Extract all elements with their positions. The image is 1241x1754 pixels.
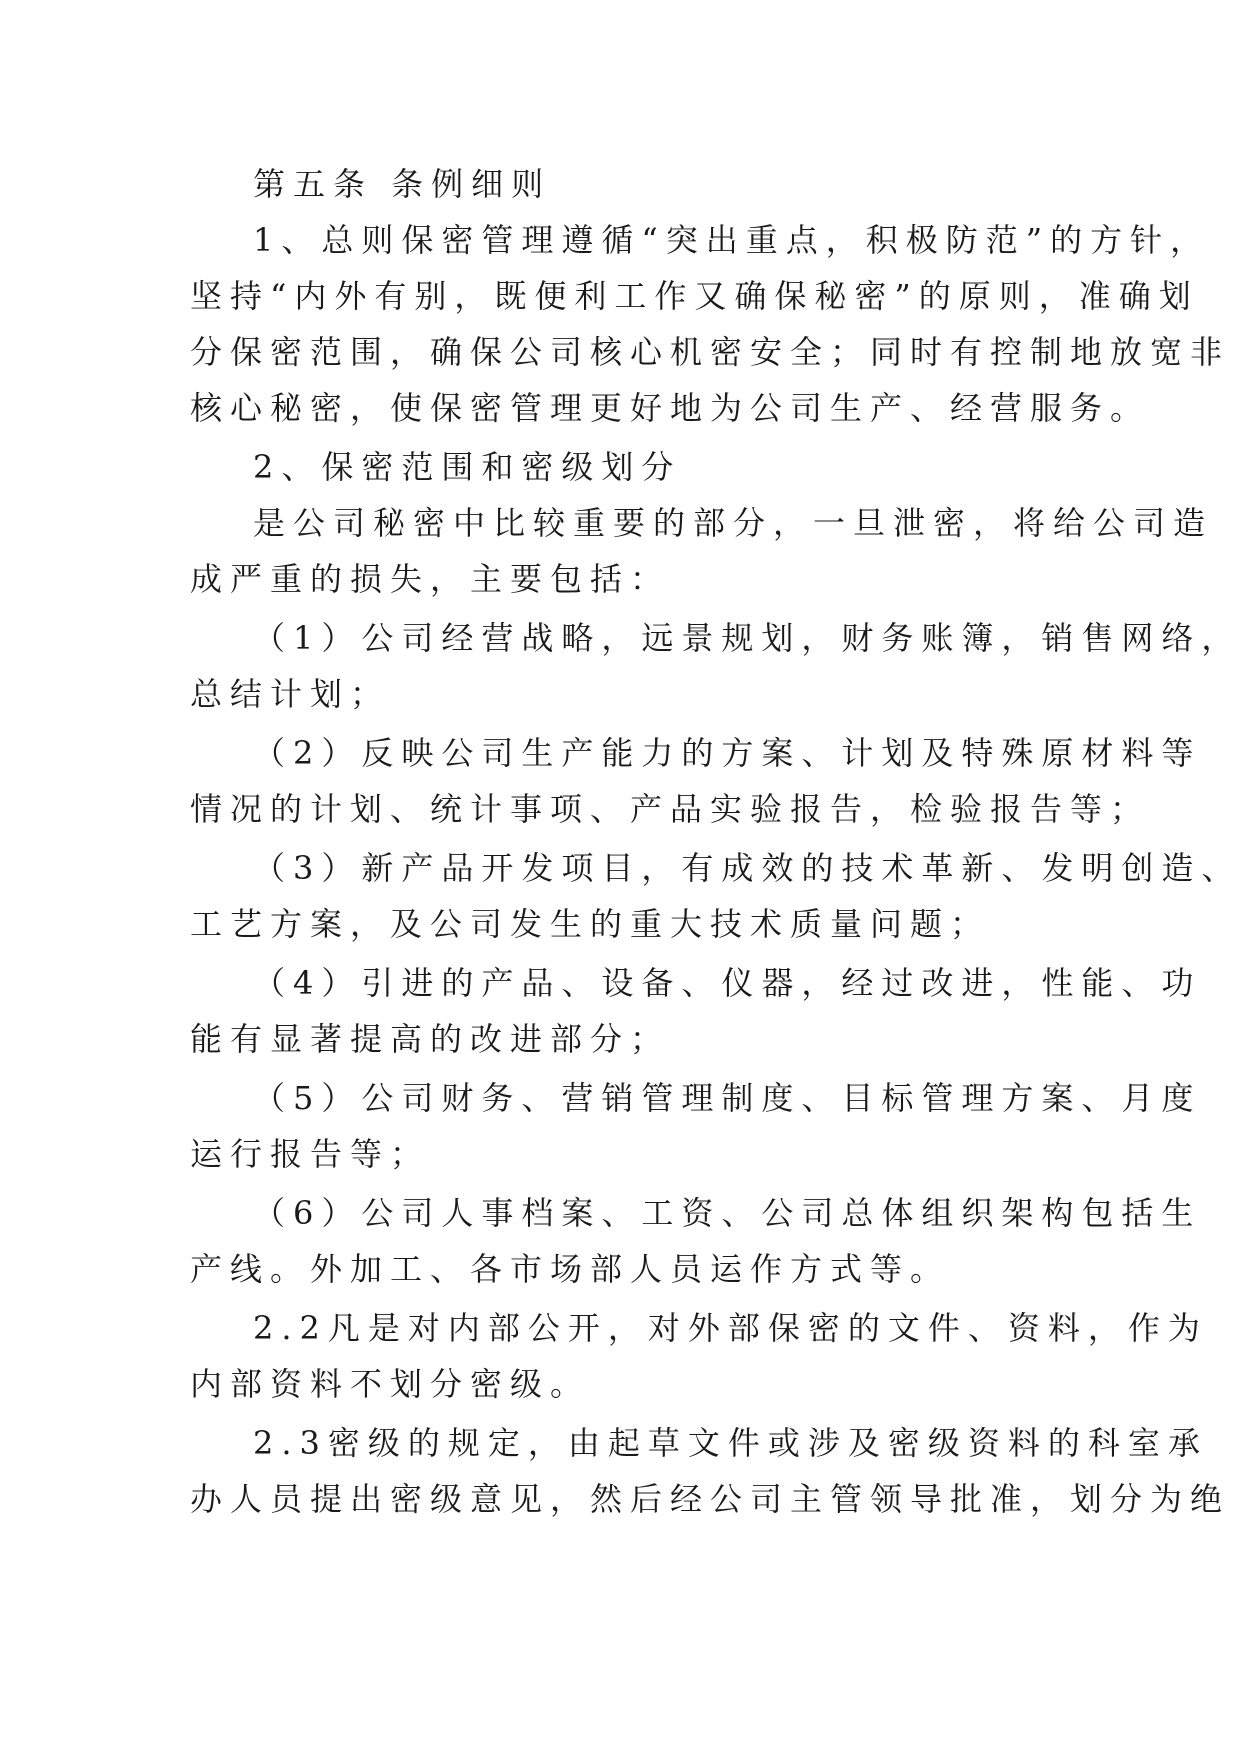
paragraph-line: 成严重的损失，主要包括：: [190, 560, 671, 598]
list-item-line: （5）公司财务、营销管理制度、目标管理方案、月度: [253, 1079, 1202, 1117]
list-item-line: （3）新产品开发项目，有成效的技术革新、发明创造、: [253, 849, 1241, 887]
paragraph-line: 1、总则保密管理遵循“突出重点，积极防范”的方针，: [253, 221, 1211, 259]
list-item-line: 能有显著提高的改进部分；: [190, 1020, 671, 1058]
list-item-line: 工艺方案，及公司发生的重大技术质量问题；: [190, 905, 991, 943]
paragraph-line: 坚持“内外有别，既便利工作又确保秘密”的原则，准确划: [190, 277, 1199, 315]
paragraph-line: 办人员提出密级意见，然后经公司主管领导批准，划分为绝: [190, 1480, 1231, 1518]
list-item-line: （2）反映公司生产能力的方案、计划及特殊原材料等: [253, 734, 1202, 772]
article-heading: 第五条 条例细则: [253, 165, 552, 203]
paragraph-line: 核心秘密，使保密管理更好地为公司生产、经营服务。: [190, 389, 1151, 427]
list-item-line: 情况的计划、统计事项、产品实验报告，检验报告等；: [190, 790, 1151, 828]
paragraph-line: 分保密范围，确保公司核心机密安全；同时有控制地放宽非: [190, 333, 1231, 371]
list-item-line: （6）公司人事档案、工资、公司总体组织架构包括生: [253, 1194, 1202, 1232]
list-item-line: 产线。外加工、各市场部人员运作方式等。: [190, 1250, 951, 1288]
paragraph-line: 2.2凡是对内部公开，对外部保密的文件、资料，作为: [253, 1309, 1208, 1347]
paragraph-line: 是公司秘密中比较重要的部分，一旦泄密，将给公司造: [253, 504, 1214, 542]
list-item-line: （4）引进的产品、设备、仪器，经过改进，性能、功: [253, 964, 1202, 1002]
list-item-line: （1）公司经营战略，远景规划，财务账簿，销售网络，: [253, 619, 1241, 657]
list-item-line: 运行报告等；: [190, 1135, 431, 1173]
paragraph-line: 内部资料不划分密级。: [190, 1365, 591, 1403]
paragraph-line: 2.3密级的规定，由起草文件或涉及密级资料的科室承: [253, 1424, 1208, 1462]
section-heading: 2、保密范围和密级划分: [253, 448, 682, 486]
list-item-line: 总结计划；: [190, 675, 391, 713]
